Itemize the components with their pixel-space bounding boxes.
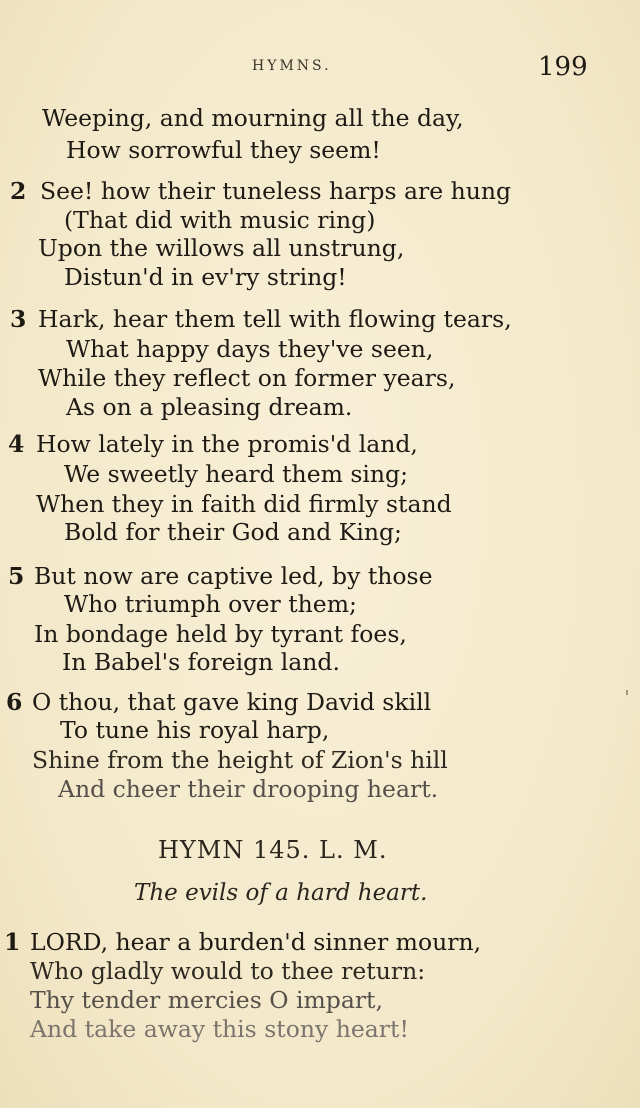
verse-line: We sweetly heard them sing; (64, 460, 409, 488)
verse-line: Who triumph over them; (64, 590, 357, 618)
stanza-number: 4 (8, 430, 25, 458)
verse-line: What happy days they've seen, (66, 335, 434, 363)
verse-line: When they in faith did firmly stand (36, 490, 452, 518)
page-number: 199 (538, 52, 588, 82)
verse-line: While they reflect on former years, (38, 364, 456, 392)
verse-line: See! how their tuneless harps are hung (40, 177, 512, 205)
verse-line: How sorrowful they seem! (66, 136, 381, 164)
verse-line: Who gladly would to thee return: (30, 957, 426, 985)
verse-line: Shine from the height of Zion's hill (32, 746, 448, 774)
verse-line: To tune his royal harp, (60, 716, 330, 744)
verse-line: Thy tender mercies O impart, (30, 986, 383, 1014)
verse-line: And cheer their drooping heart. (58, 775, 439, 803)
verse-line: O thou, that gave king David skill (32, 688, 432, 716)
verse-line: (That did with music ring) (64, 206, 376, 234)
verse-line: But now are captive led, by those (34, 562, 433, 590)
verse-line: As on a pleasing dream. (66, 393, 353, 421)
verse-line: Distun'd in ev'ry string! (64, 263, 347, 291)
running-head: HYMNS. (252, 58, 332, 74)
verse-line: LORD, hear a burden'd sinner mourn, (30, 928, 482, 956)
stanza-number: 5 (8, 562, 25, 590)
verse-line: Bold for their God and King; (64, 518, 402, 546)
verse-line: Upon the willows all unstrung, (38, 234, 405, 262)
verse-line: How lately in the promis'd land, (36, 430, 418, 458)
hymn-subtitle: The evils of a hard heart. (134, 880, 428, 906)
verse-line: Weeping, and mourning all the day, (42, 104, 464, 132)
verse-line: Hark, hear them tell with flowing tears, (38, 305, 512, 333)
paper-speck (626, 690, 628, 695)
stanza-number: 6 (6, 688, 23, 716)
hymn-heading: HYMN 145. L. M. (158, 836, 388, 864)
stanza-number: 2 (10, 177, 27, 205)
stanza-number: 1 (4, 928, 21, 956)
verse-line: And take away this stony heart! (30, 1015, 409, 1043)
verse-line: In bondage held by tyrant foes, (34, 620, 407, 648)
stanza-number: 3 (10, 305, 27, 333)
verse-line: In Babel's foreign land. (62, 648, 340, 676)
